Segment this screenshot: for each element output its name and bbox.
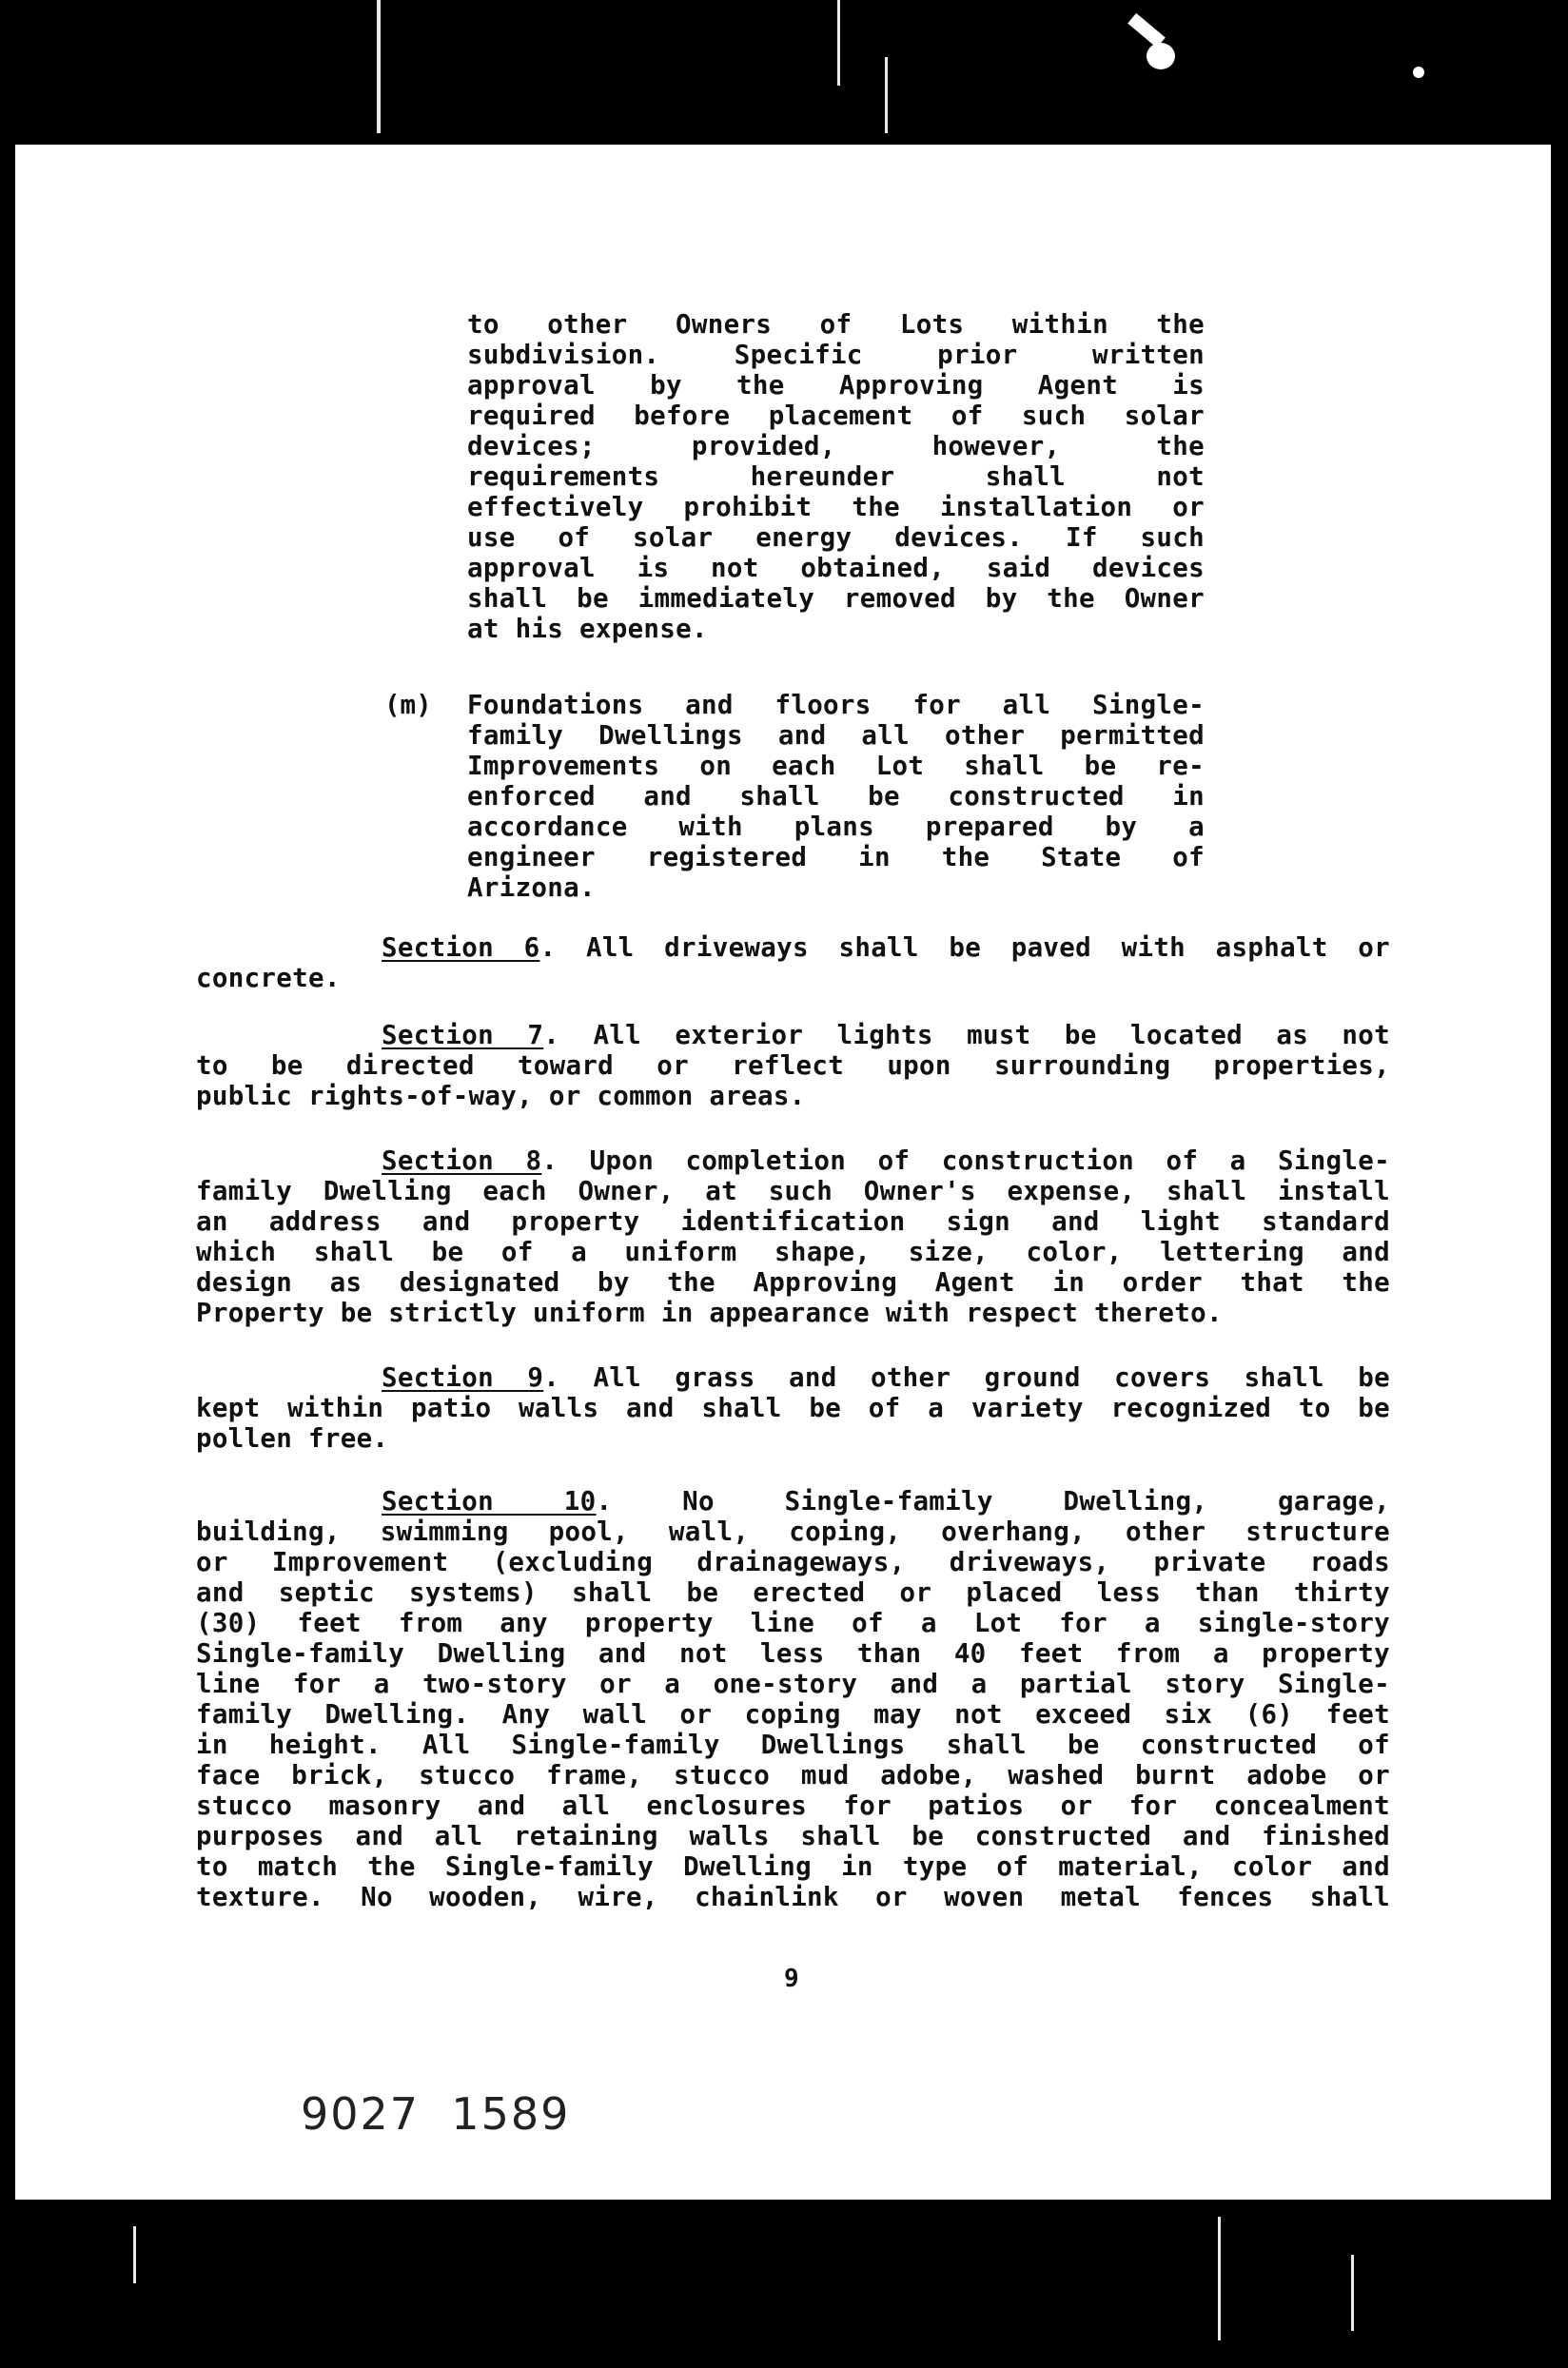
text-line: to other Owners of Lots within the xyxy=(467,309,1205,340)
text-line: design as designated by the Approving Agent in order that the xyxy=(196,1267,1390,1298)
text-line: line for a two-story or a one-story and a partial story Single- xyxy=(196,1669,1390,1699)
text-line: stucco masonry and all enclosures for patios or for concealment xyxy=(196,1791,1390,1821)
text-line: approval is not obtained, said devices xyxy=(467,553,1205,583)
text-line: in height. All Single-family Dwellings shall be constructed of xyxy=(196,1730,1390,1760)
section-7-paragraph xyxy=(196,1020,1390,1111)
text-line: family Dwelling. Any wall or coping may not exceed six (6) feet xyxy=(196,1699,1390,1730)
text-line: devices; provided, however, the xyxy=(467,431,1205,461)
scan-artifact xyxy=(885,57,888,133)
section-7-heading: Section 7 xyxy=(382,1020,544,1050)
text-line: effectively prohibit the installation or xyxy=(467,492,1205,522)
text-line: subdivision. Specific prior written xyxy=(467,340,1205,370)
text-line: building, swimming pool, wall, coping, overhang, other structure xyxy=(196,1517,1390,1547)
text-line: an address and property identification sign and light standard xyxy=(196,1206,1390,1237)
text-line: . All exterior lights must be located as not xyxy=(543,1020,1390,1050)
text-line: public rights-of-way, or common areas. xyxy=(196,1081,806,1111)
text-line: Improvements on each Lot shall be re- xyxy=(467,751,1205,781)
text-line: Arizona. xyxy=(467,872,596,903)
text-line: kept within patio walls and shall be of a variety recognized to be xyxy=(196,1393,1390,1423)
text-line: pollen free. xyxy=(196,1423,389,1454)
text-line: . All driveways shall be paved with asphalt or xyxy=(539,932,1390,963)
item-m-marker: (m) xyxy=(384,690,432,720)
scan-artifact xyxy=(377,0,381,133)
text-line: enforced and shall be constructed in xyxy=(467,781,1205,812)
text-line: engineer registered in the State of xyxy=(467,842,1205,872)
text-line: family Dwellings and all other permitted xyxy=(467,720,1205,751)
scan-artifact xyxy=(1351,2255,1354,2331)
text-line: approval by the Approving Agent is xyxy=(467,370,1205,401)
text-line: . No Single-family Dwelling, garage, xyxy=(596,1486,1390,1517)
text-line: which shall be of a uniform shape, size, color, lettering and xyxy=(196,1237,1390,1267)
text-line: purposes and all retaining walls shall be constructed and finished xyxy=(196,1821,1390,1851)
scan-artifact xyxy=(1147,43,1175,69)
text-line: required before placement of such solar xyxy=(467,401,1205,431)
text-line: accordance with plans prepared by a xyxy=(467,812,1205,842)
section-9-heading: Section 9 xyxy=(382,1362,544,1393)
scan-artifact xyxy=(837,0,840,86)
section-10-heading: Section 10 xyxy=(382,1486,597,1517)
text-line: requirements hereunder shall not xyxy=(467,461,1205,492)
text-line: Property be strictly uniform in appearance with respect thereto. xyxy=(196,1298,1223,1328)
section-9-paragraph xyxy=(196,1362,1390,1454)
scan-artifact xyxy=(1413,67,1424,78)
section-10-paragraph xyxy=(196,1486,1390,1912)
scan-artifact xyxy=(133,2226,136,2283)
item-m-paragraph xyxy=(467,690,1205,903)
text-line: (30) feet from any property line of a Lot for a single-story xyxy=(196,1608,1390,1638)
text-line: texture. No wooden, wire, chainlink or woven metal fences shall xyxy=(196,1882,1390,1912)
section-6-heading: Section 6 xyxy=(382,932,540,963)
text-line: use of solar energy devices. If such xyxy=(467,522,1205,553)
text-line: family Dwelling each Owner, at such Owner's expense, shall install xyxy=(196,1176,1390,1206)
text-line: Foundations and floors for all Single- xyxy=(467,690,1205,720)
text-line: at his expense. xyxy=(467,614,708,644)
text-line: to be directed toward or reflect upon surrounding properties, xyxy=(196,1050,1390,1081)
continuation-paragraph xyxy=(467,309,1205,644)
text-line: and septic systems) shall be erected or placed less than thirty xyxy=(196,1577,1390,1608)
text-line: . All grass and other ground covers shall be xyxy=(543,1362,1390,1393)
section-6-paragraph xyxy=(196,932,1390,993)
document-code: 9027 1589 xyxy=(301,2088,571,2140)
text-line: concrete. xyxy=(196,963,341,993)
text-line: face brick, stucco frame, stucco mud adobe, washed burnt adobe or xyxy=(196,1760,1390,1791)
scan-artifact xyxy=(1218,2217,1221,2340)
document-page xyxy=(15,145,1551,2200)
text-line: . Upon completion of construction of a Single- xyxy=(541,1145,1390,1176)
page-number: 9 xyxy=(784,1965,799,1993)
text-line: Single-family Dwelling and not less than 40 feet from a property xyxy=(196,1638,1390,1669)
section-8-paragraph xyxy=(196,1145,1390,1328)
text-line: shall be immediately removed by the Owner xyxy=(467,583,1205,614)
text-line: to match the Single-family Dwelling in type of material, color and xyxy=(196,1851,1390,1882)
text-line: or Improvement (excluding drainageways, driveways, private roads xyxy=(196,1547,1390,1577)
section-8-heading: Section 8 xyxy=(382,1145,542,1176)
